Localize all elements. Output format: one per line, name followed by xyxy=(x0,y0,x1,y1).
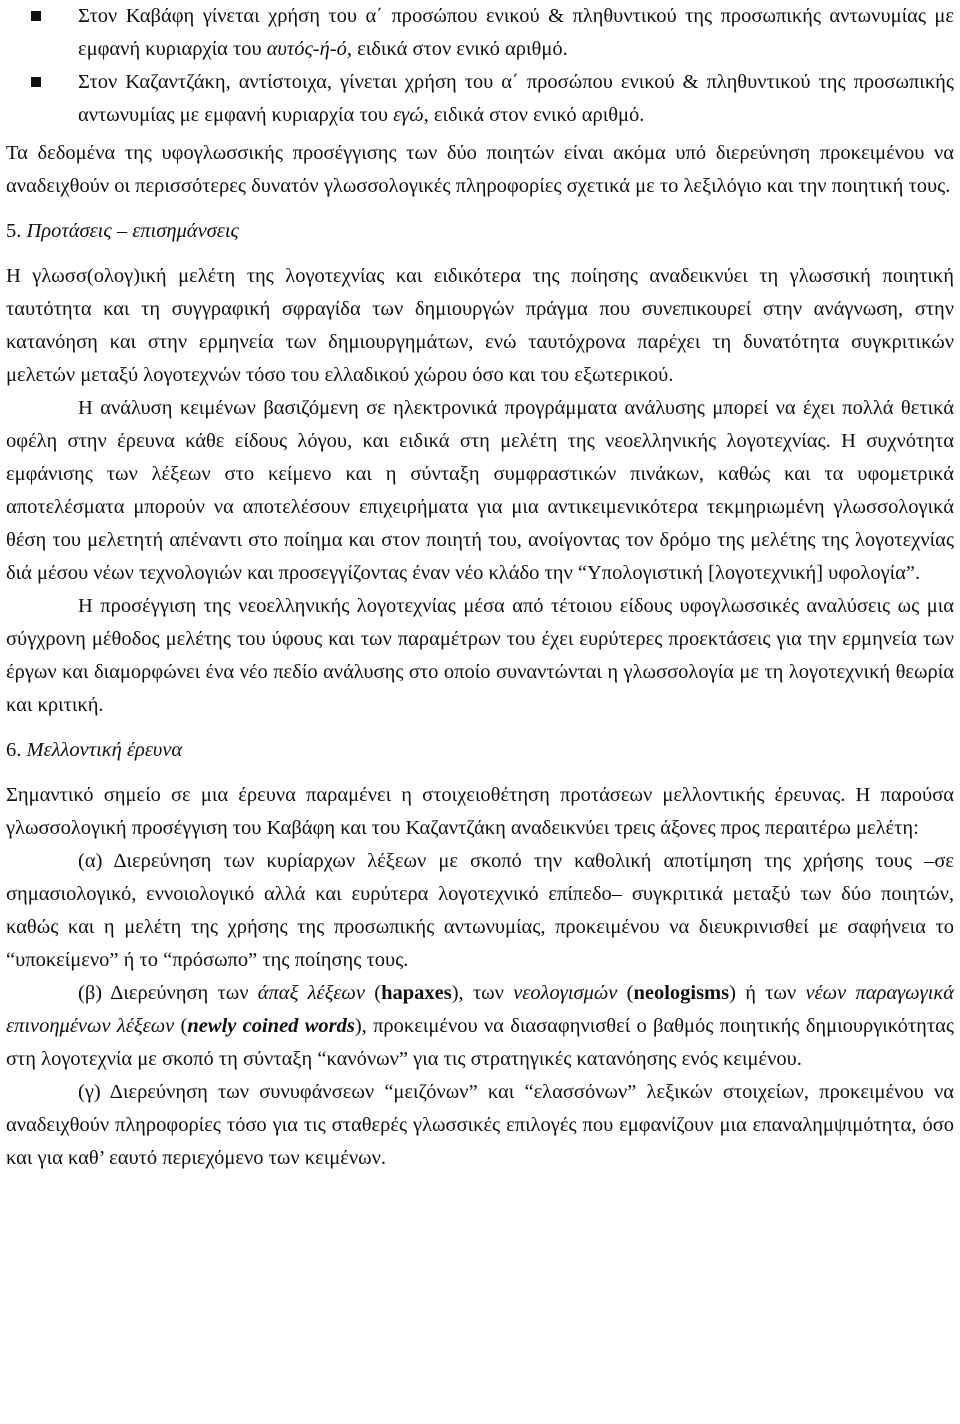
list-item-b: (β) Διερεύνηση των άπαξ λέξεων (hapaxes), των νεολογισμών (neologisms) ή των νέων παραγωγικά επινοημένων λέξεων (newly coined words), προκειμένου να διασαφηνισθεί ο βαθμός ποιητικής δημιουργικότητας στη λογοτεχνία με σκοπό τη σύνταξη “κανόνων” για τις στρατηγικές κατανόησης ενός κειμένου. xyxy=(6,982,955,1070)
list-item-c: (γ) Διερεύνηση των συνυφάνσεων “μειζόνων” και “ελασσόνων” λεξικών στοιχείων, προκειμένου να αναδειχθούν πληροφορίες τόσο για τις σταθερές γλωσσικές επιλογές που εμφανίζουν μια επαναλημψιμότητα, όσο και για καθ’ εαυτό περιεχόμενο των κειμένων. xyxy=(6,1081,954,1169)
section-6-paragraph-1: Σημαντικό σημείο σε μια έρευνα παραμένει η στοιχειοθέτηση προτάσεων μελλοντικής έρευνας. Η παρούσα γλωσσολογική προσέγγιση του Καβάφη και του Καζαντζάκη αναδεικνύει τρεις άξονες προς περαιτέρω μελέτη: xyxy=(6,784,954,839)
bullet-item-kazantzakis: Στον Καζαντζάκη, αντίστοιχα, γίνεται χρήση του α΄ προσώπου ενικού & πληθυντικού της προσωπικής αντωνυμίας με εμφανή κυριαρχία του εγώ, ειδικά στον ενικό αριθμό. xyxy=(6,66,954,132)
square-bullet-icon xyxy=(31,11,41,21)
bullet-list xyxy=(6,0,954,132)
section-6-heading: 6. Μελλοντική έρευνα xyxy=(6,739,183,761)
section-5-paragraph-3: Η προσέγγιση της νεοελληνικής λογοτεχνίας μέσα από τέτοιου είδους υφογλωσσικές αναλύσεις ως μια σύγχρονη μέθοδος μελέτης του ύφους και των παραμέτρων του έχει ευρύτερες προεκτάσεις για την ερμηνεία των έργων και διαμορφώνει ένα νέο πεδίο ανάλυσης στο οποίο συναντώνται η γλωσσολογία με τη λογοτεχνική θεωρία και κριτική. xyxy=(6,595,954,716)
section-5-paragraph-1: Η γλωσσ(ολογ)ική μελέτη της λογοτεχνίας και ειδικότερα της ποίησης αναδεικνύει τη γλωσσική ποιητική ταυτότητα και τη συγγραφική σφραγίδα των δημιουργών πράγμα που συνεπικουρεί στην ανάγνωση, στην κατανόηση και στην ερμηνεία των δημιουργημάτων, ενώ ταυτόχρονα παρέχει τη δυνατότητα συγκριτικών μελετών μεταξύ λογοτεχνών τόσο του ελλαδικού χώρου όσο και του εξωτερικού. xyxy=(6,265,954,386)
square-bullet-icon xyxy=(31,77,41,87)
bullet-item-kavafis: Στον Καβάφη γίνεται χρήση του α΄ προσώπου ενικού & πληθυντικού της προσωπικής αντωνυμίας με εμφανή κυριαρχία του αυτός-ή-ό, ειδικά στον ενικό αριθμό. xyxy=(6,0,954,66)
section-5-paragraph-2: Η ανάλυση κειμένων βασιζόμενη σε ηλεκτρονικά προγράμματα ανάλυσης μπορεί να έχει πολλά θετικά οφέλη στην έρευνα κάθε είδους λόγου, και ειδικά στη μελέτη της νεοελληνικής λογοτεχνίας. Η συχνότητα εμφάνισης των λέξεων στο κείμενο και η σύνταξη συμφραστικών πινάκων, καθώς και τα υφομετρικά αποτελέσματα μπορούν να αποτελέσουν επιχειρήματα για μια αντικειμενικότερα τεκμηριωμένη γλωσσολογικά θέση του μελετητή απέναντι στο ποίημα και στον ποιητή του, ανοίγοντας τον δρόμο της μελέτης της λογοτεχνίας διά μέσου νέων τεχνολογιών και προσεγγίζοντας έναν νέο κλάδο την “Υπολογιστική [λογοτεχνική] υφολογία”. xyxy=(6,397,954,584)
list-item-a: (α) Διερεύνηση των κυρίαρχων λέξεων με σκοπό την καθολική αποτίμηση της χρήσης τους –σε σημασιολογικό, εννοιολογικό αλλά και ευρύτερα λογοτεχνικό επίπεδο– συγκριτικά μεταξύ των δύο ποιητών, καθώς και η μελέτη της χρήσης της προσωπικής αντωνυμίας, προκειμένου να διευκρινισθεί με σαφήνεια το “υποκείμενο” ή το “πρόσωπο” της ποίησης τους. xyxy=(6,850,954,971)
section-5-heading: 5. Προτάσεις – επισημάνσεις xyxy=(6,220,239,242)
paragraph-intro: Τα δεδομένα της υφογλωσσικής προσέγγισης των δύο ποιητών είναι ακόμα υπό διερεύνηση προκειμένου να αναδειχθούν οι περισσότερες δυνατόν γλωσσολογικές πληροφορίες σχετικά με το λεξιλόγιο και την ποιητική τους. xyxy=(6,142,954,197)
